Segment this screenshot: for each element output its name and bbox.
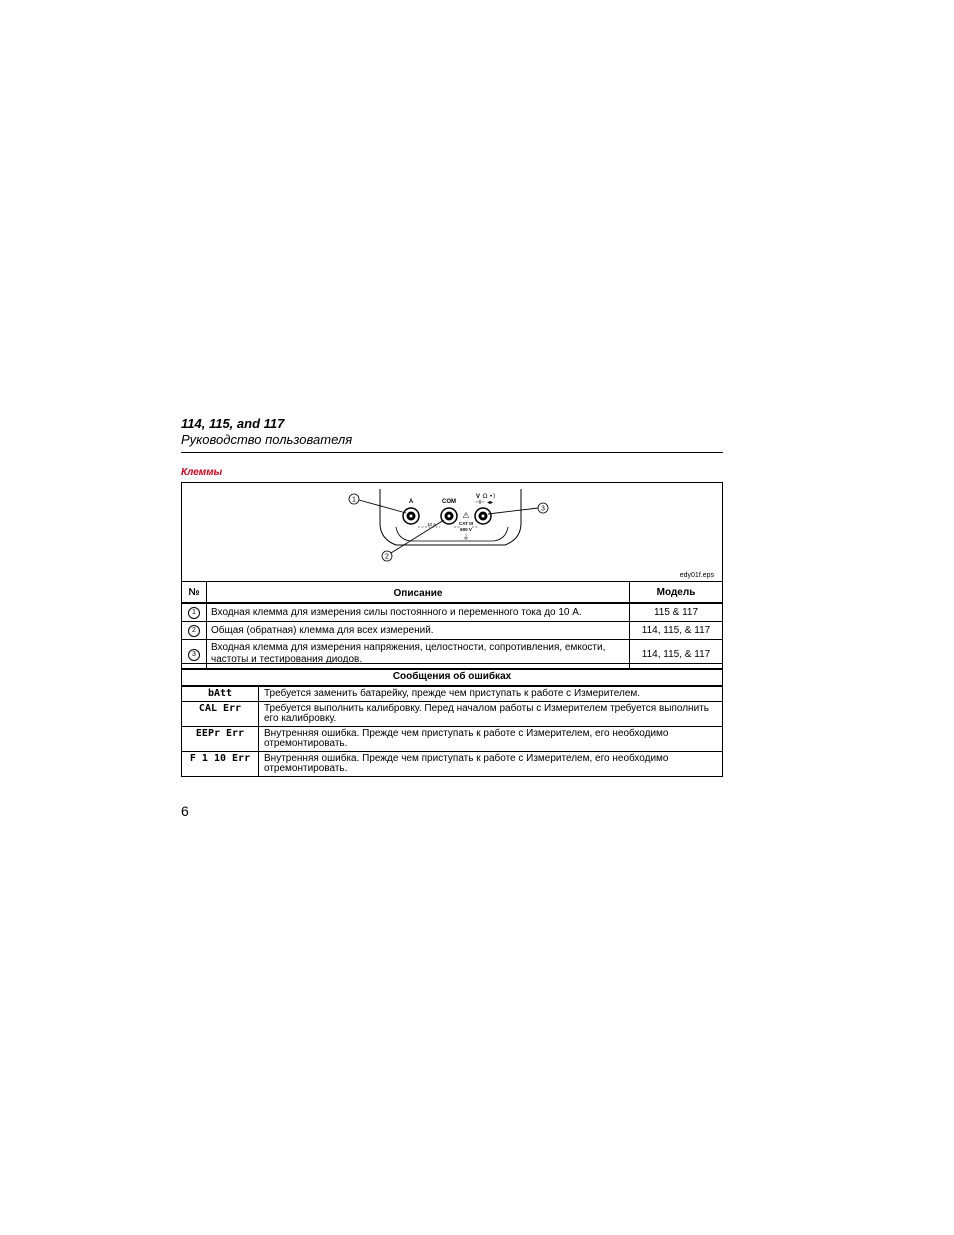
- row-number-badge: 3: [188, 649, 200, 661]
- jack-label-com: COM: [442, 499, 456, 505]
- row-model: 115 & 117: [630, 603, 723, 622]
- table-row: [182, 640, 723, 669]
- terminals-figure: [182, 483, 722, 583]
- row-description: Входная клемма для измерения напряжения, целостности, сопротивления, емкости, частоты и тестирования диодов.: [207, 640, 630, 669]
- callout-3: 3: [541, 505, 545, 513]
- document-subtitle: Руководство пользователя: [181, 432, 353, 447]
- row-number-badge: 1: [188, 607, 200, 619]
- row-description: Входная клемма для измерения силы постоянного и переменного тока до 10 A.: [207, 603, 630, 622]
- col-header-desc: Описание: [207, 582, 630, 604]
- table-row: [182, 702, 723, 727]
- jack-symbols: Ω •): [482, 493, 496, 500]
- label-10a: 10 A: [427, 522, 437, 527]
- label-600v: 600 V: [460, 527, 472, 532]
- errors-table-title: Сообщения об ошибках: [182, 670, 723, 687]
- row-description: Общая (обратная) клемма для всех измерений.: [207, 622, 630, 640]
- callout-2: 2: [385, 553, 389, 561]
- errors-table: [181, 669, 723, 777]
- error-message: Требуется заменить батарейку, прежде чем приступать к работе с Измерителем.: [259, 686, 723, 702]
- jack-a-icon: [403, 508, 419, 524]
- table-row: [182, 752, 723, 777]
- document-title: 114, 115, and 117: [181, 416, 285, 431]
- label-cat: CAT III: [459, 521, 473, 526]
- figure-file-label: edy01f.eps: [679, 572, 714, 579]
- table-row: [182, 727, 723, 752]
- error-message: Требуется выполнить калибровку. Перед началом работы с Измерителем требуется выполнить его калибровку.: [259, 702, 723, 727]
- header-rule: [181, 452, 723, 453]
- callout-1: 1: [352, 496, 356, 504]
- callout-1-leader: [359, 500, 406, 513]
- table-header-row: [182, 582, 723, 604]
- callout-3-leader: [488, 508, 538, 514]
- jack-symbols-2: ⊣⊢ ◂▸: [474, 499, 494, 506]
- jack-com-icon: [441, 508, 457, 524]
- error-code: F 1 10 Err: [182, 752, 259, 777]
- page-number: 6: [181, 803, 189, 819]
- ground-icon: ⏚: [462, 533, 470, 541]
- col-header-num: №: [182, 582, 207, 604]
- error-message: Внутренняя ошибка. Прежде чем приступать к работе с Измерителем, его необходимо отремонтировать.: [259, 727, 723, 752]
- error-code: bAtt: [182, 686, 259, 702]
- terminals-box: [181, 482, 723, 664]
- error-code: CAL Err: [182, 702, 259, 727]
- table-row: [182, 622, 723, 640]
- table-row: [182, 603, 723, 622]
- col-header-model: Модель: [630, 582, 723, 604]
- table-row: [182, 686, 723, 702]
- jack-label-v: V: [475, 494, 481, 500]
- row-number-badge: 2: [188, 625, 200, 637]
- error-message: Внутренняя ошибка. Прежде чем приступать к работе с Измерителем, его необходимо отремонтировать.: [259, 752, 723, 777]
- warning-icon: ⚠: [462, 511, 470, 520]
- callout-2-leader: [391, 520, 444, 553]
- terminals-table: [181, 581, 723, 669]
- row-model: 114, 115, & 117: [630, 640, 723, 669]
- section-title: Клеммы: [181, 467, 223, 478]
- errors-header-row: [182, 670, 723, 687]
- jack-label-a: A: [408, 499, 414, 505]
- jack-v-icon: [475, 508, 491, 524]
- row-model: 114, 115, & 117: [630, 622, 723, 640]
- error-code: EEPr Err: [182, 727, 259, 752]
